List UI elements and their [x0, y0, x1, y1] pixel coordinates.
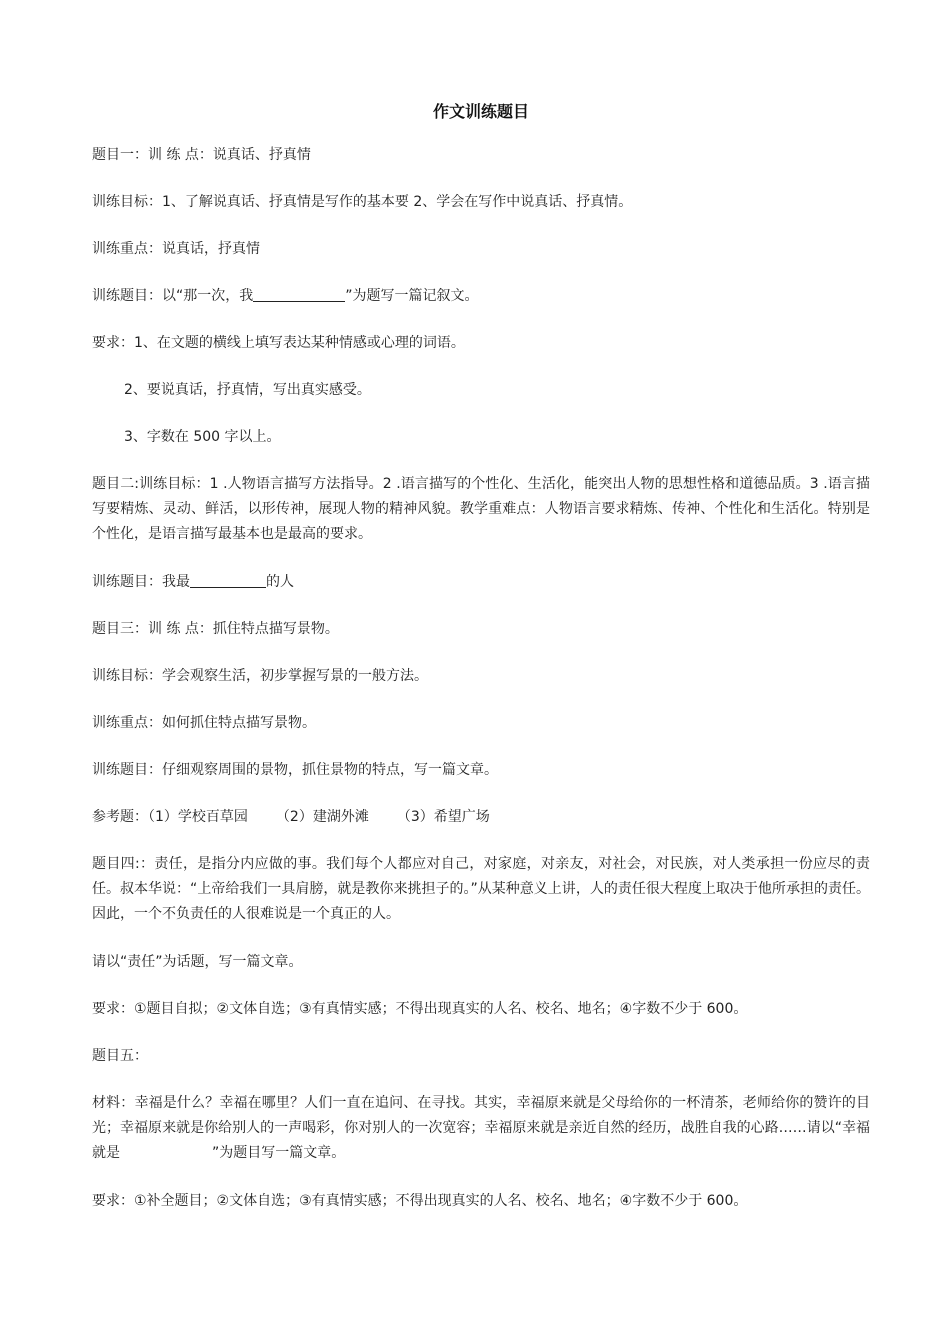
topic1-task-prefix: 训练题目：以“那一次，我	[92, 288, 254, 304]
topic5-requirement: 要求：①补全题目；②文体自选；③有真情实感；不得出现真实的人名、校名、地名；④字数不少于 600。	[92, 1193, 748, 1209]
topic5-material	[92, 1091, 870, 1166]
fill-in-blank-line	[190, 571, 266, 588]
topic1-task	[92, 284, 870, 308]
fill-in-blank-space	[120, 1143, 212, 1159]
topic1-task-suffix: ”为题写一篇记叙文。	[345, 288, 479, 304]
topic4-requirement: 要求：①题目自拟；②文体自选；③有真情实感；不得出现真实的人名、校名、地名；④字数不少于 600。	[92, 1001, 748, 1017]
topic1-requirement-2: 2、要说真话，抒真情，写出真实感受。	[124, 382, 371, 398]
document-page	[92, 100, 870, 1236]
topic1-heading: 题目一：训 练 点：说真话、抒真情	[92, 147, 311, 163]
topic5-heading: 题目五：	[92, 1048, 148, 1064]
topic2-task-suffix: 的人	[266, 574, 294, 590]
topic1-focus: 训练重点：说真话，抒真情	[92, 241, 260, 257]
topic3-goal: 训练目标：学会观察生活，初步掌握写景的一般方法。	[92, 668, 428, 684]
topic2-task-prefix: 训练题目：我最	[92, 574, 190, 590]
topic2-task	[92, 570, 870, 594]
topic1-requirement-1: 要求：1、在文题的横线上填写表达某种情感或心理的词语。	[92, 335, 465, 351]
reference-label: 参考题：	[92, 809, 148, 825]
topic5-material-prefix: 材料：幸福是什么？幸福在哪里？人们一直在追问、在寻找。其实，幸福原来就是父母给你的一杯清茶，老师给你的赞许的目光；幸福原来就是你给别人的一声喝彩，你对别人的一次宽容；幸福原来就是亲近自然的经历，战胜自我的心路……请以“幸福就是	[92, 1095, 870, 1161]
reference-title-2: （2）建湖外滩	[275, 809, 369, 825]
document-title: 作文训练题目	[432, 102, 529, 121]
reference-title-1: （1）学校百草园	[148, 809, 248, 825]
topic3-task: 训练题目：仔细观察周围的景物，抓住景物的特点，写一篇文章。	[92, 762, 498, 778]
topic3-reference-titles	[92, 805, 870, 829]
topic4-task: 请以“责任”为话题，写一篇文章。	[92, 954, 303, 970]
topic3-heading: 题目三：训 练 点：抓住特点描写景物。	[92, 621, 339, 637]
reference-title-3: （3）希望广场	[396, 809, 490, 825]
topic1-requirement-3: 3、字数在 500 字以上。	[124, 429, 281, 445]
topic2-body: 题目二:训练目标：1 .人物语言描写方法指导。2 .语言描写的个性化、生活化，能突出人物的思想性格和道德品质。3 .语言描写要精炼、灵动、鲜活，以形传神，展现人物的精神风貌。教学重难点：人物语言要求精炼、传神、个性化和生活化。特别是个性化，是语言描写最基本也是最高的要求。	[92, 476, 870, 542]
topic1-goal: 训练目标：1、了解说真话、抒真情是写作的基本要 2、学会在写作中说真话、抒真情。	[92, 194, 633, 210]
topic4-body: 题目四:：责任，是指分内应做的事。我们每个人都应对自己，对家庭，对亲友，对社会，对民族，对人类承担一份应尽的责任。叔本华说：“上帝给我们一具肩膀，就是教你来挑担子的。”从某种意义上讲，人的责任很大程度上取决于他所承担的责任。因此，一个不负责任的人很难说是一个真正的人。	[92, 856, 870, 922]
fill-in-blank-line	[253, 285, 345, 302]
topic3-focus: 训练重点：如何抓住特点描写景物。	[92, 715, 316, 731]
topic5-material-suffix: ”为题目写一篇文章。	[212, 1145, 346, 1161]
